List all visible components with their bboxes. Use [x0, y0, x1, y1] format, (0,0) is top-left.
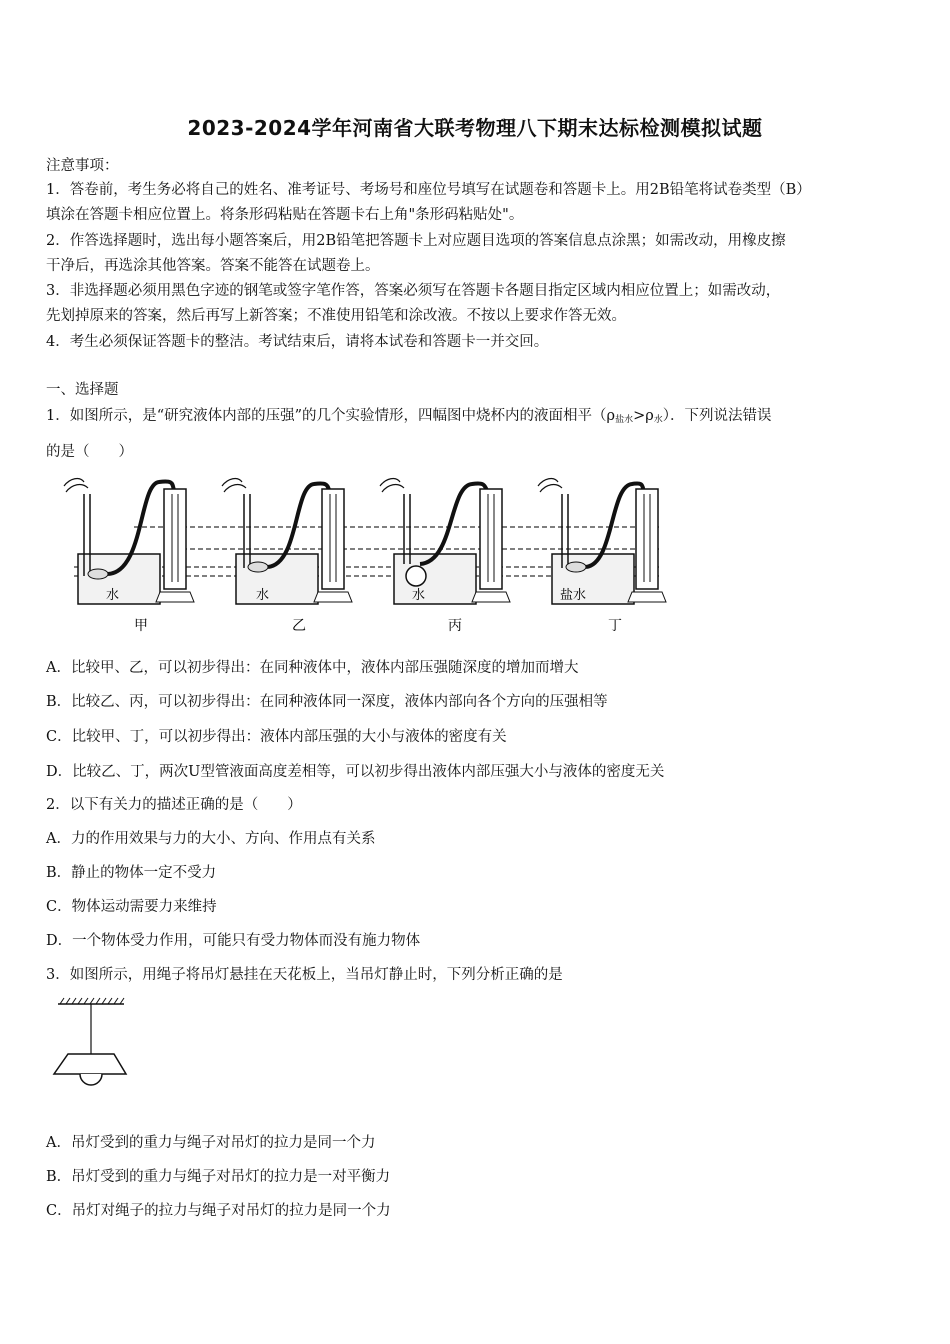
pressure-experiment-figure	[44, 464, 674, 640]
notice-item-1-line-1: 1．答卷前，考生务必将自己的姓名、准考证号、考场号和座位号填写在试题卷和答题卡上。用2B铅笔将试卷类型（B）	[46, 182, 811, 198]
hand	[222, 479, 246, 492]
gauge-stand	[472, 592, 510, 602]
ceiling-hatching	[60, 998, 124, 1004]
probe-head	[566, 562, 586, 572]
notice-item-3-line-1: 3．非选择题必须用黑色字迹的钢笔或签字笔作答，答案必须写在答题卡各题目指定区域内相应位置上；如需改动，	[46, 283, 781, 299]
question-1-stem-line-2: 的是（ ）	[46, 444, 133, 460]
notice-item-4: 4．考生必须保证答题卡的整洁。考试结束后，请将本试卷和答题卡一并交回。	[46, 334, 549, 350]
setup-bing	[380, 479, 510, 634]
setup-yi	[222, 479, 352, 634]
setup-ding	[538, 479, 666, 634]
rubber-tube	[420, 483, 488, 564]
q1-density-subscript-water: 水	[653, 415, 663, 425]
q1-option-b: B．比较乙、丙，可以初步得出：在同种液体同一深度，液体内部向各个方向的压强相等	[46, 694, 608, 710]
q2-option-b: B．静止的物体一定不受力	[46, 865, 217, 881]
gauge-stand	[314, 592, 352, 602]
liquid-label: 盐水	[560, 588, 587, 603]
u-tube-gauge	[480, 489, 502, 589]
liquid-label: 水	[106, 588, 120, 603]
u-tube-gauge	[164, 489, 186, 589]
q3-option-b: B．吊灯受到的重力与绳子对吊灯的拉力是一对平衡力	[46, 1169, 391, 1185]
section-heading: 一、选择题	[46, 382, 119, 398]
notice-heading: 注意事项：	[46, 158, 119, 174]
u-tube-gauge	[636, 489, 658, 589]
q1-density-subscript-brine: 盐水	[615, 415, 634, 425]
q1-option-c: C．比较甲、丁，可以初步得出：液体内部压强的大小与液体的密度有关	[46, 729, 507, 745]
probe-head	[248, 562, 268, 572]
hand	[380, 479, 404, 492]
caption-bing: 丙	[448, 618, 462, 634]
question-3-stem: 3．如图所示，用绳子将吊灯悬挂在天花板上，当吊灯静止时，下列分析正确的是	[46, 967, 563, 983]
notice-item-3-line-2: 先划掉原来的答案，然后再写上新答案；不准使用铅笔和涂改液。不按以上要求作答无效。	[46, 308, 626, 324]
page-title: 2023-2024学年河南省大联考物理八下期末达标检测模拟试题	[187, 116, 763, 140]
q1-option-d: D．比较乙、丁，两次U型管液面高度差相等，可以初步得出液体内部压强大小与液体的密度无关	[46, 764, 665, 780]
q1-stem-part-3: ）．下列说法错误	[662, 408, 772, 424]
question-1-stem	[46, 404, 772, 425]
question-2-stem: 2．以下有关力的描述正确的是（ ）	[46, 797, 302, 813]
hand	[538, 479, 562, 492]
gauge-stand	[628, 592, 666, 602]
q2-option-c: C．物体运动需要力来维持	[46, 899, 217, 915]
notice-item-2-line-1: 2．作答选择题时，选出每小题答案后，用2B铅笔把答题卡上对应题目选项的答案信息点涂黑；如需改动，用橡皮擦	[46, 233, 786, 249]
u-tube-gauge	[322, 489, 344, 589]
caption-yi: 乙	[292, 618, 306, 634]
q3-option-a: A．吊灯受到的重力与绳子对吊灯的拉力是同一个力	[46, 1135, 376, 1151]
liquid-label: 水	[256, 588, 270, 603]
probe-head	[406, 566, 426, 586]
liquid-label: 水	[412, 588, 426, 603]
notice-item-1-line-2: 填涂在答题卡相应位置上。将条形码粘贴在答题卡右上角"条形码粘贴处"。	[46, 207, 524, 223]
probe-head	[88, 569, 108, 579]
caption-jia: 甲	[134, 618, 148, 634]
q2-option-a: A．力的作用效果与力的大小、方向、作用点有关系	[46, 831, 376, 847]
q2-option-d: D．一个物体受力作用，可能只有受力物体而没有施力物体	[46, 933, 421, 949]
lamp-shade	[54, 1054, 126, 1074]
gauge-stand	[156, 592, 194, 602]
hand	[64, 479, 88, 492]
hanging-lamp-figure	[46, 994, 136, 1094]
setup-jia	[64, 479, 194, 634]
q1-stem-part-2: >ρ	[633, 408, 654, 424]
q1-stem-part-1: 1．如图所示，是“研究液体内部的压强”的几个实验情形，四幅图中烧杯内的液面相平（ρ	[46, 408, 616, 424]
caption-ding: 丁	[608, 618, 622, 634]
notice-item-2-line-2: 干净后，再选涂其他答案。答案不能答在试题卷上。	[46, 258, 380, 274]
q1-option-a: A．比较甲、乙，可以初步得出：在同种液体中，液体内部压强随深度的增加而增大	[46, 660, 579, 676]
light-bulb	[80, 1074, 102, 1085]
q3-option-c: C．吊灯对绳子的拉力与绳子对吊灯的拉力是同一个力	[46, 1203, 391, 1219]
